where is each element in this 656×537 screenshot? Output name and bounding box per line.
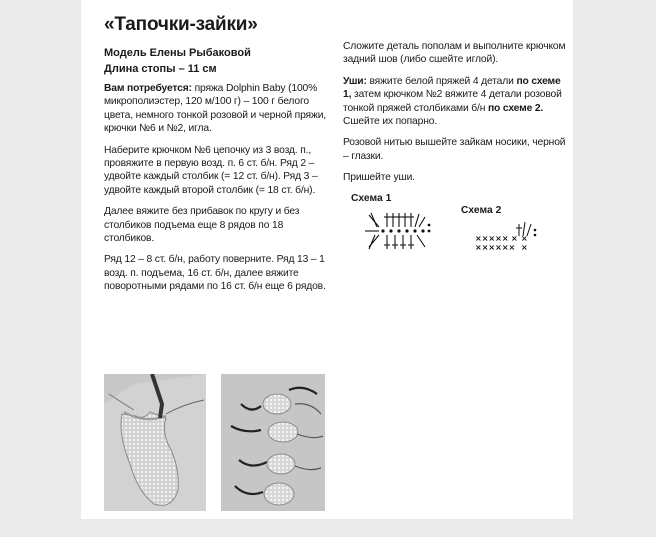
photo-slipper xyxy=(104,374,206,511)
svg-text:×: × xyxy=(511,233,518,243)
slipper-illustration xyxy=(104,374,206,511)
svg-text:×××××: ××××× xyxy=(475,233,509,243)
foot-length: Длина стопы – 11 см xyxy=(104,63,217,75)
instructions-paragraph-4: Сложите деталь пополам и выполните крючком задний шов (либо сшейте иглой). xyxy=(343,41,566,66)
instructions-paragraph-2: Далее вяжите без прибавок по кругу и без столбиков подъема еще 8 рядов по 18 столбиков. xyxy=(104,206,300,245)
instructions-paragraph-3: Ряд 12 – 8 ст. б/н, работу поверните. Ряд 13 – 1 возд. п. подъема, 16 ст. б/н, далее вяжите поворотными рядами по 16 ст. б/н еще 6 рядов. xyxy=(104,254,326,293)
scheme-2-diagram xyxy=(473,220,549,260)
ears-text-3: Сшейте их попарно. xyxy=(343,116,438,128)
instructions-paragraph-6: Пришейте уши. xyxy=(343,172,415,184)
ears-scheme-1-ref: по схеме 1, xyxy=(343,75,561,101)
ears-illustration xyxy=(221,374,325,511)
photo-ears xyxy=(221,374,325,511)
svg-text:×: × xyxy=(521,233,528,243)
right-column xyxy=(343,40,571,263)
materials-label: Вам потребуется: xyxy=(104,83,192,94)
scheme-1-diagram xyxy=(363,209,443,259)
svg-text:×: × xyxy=(521,242,528,252)
instructions-paragraph-1: Наберите крючком №6 цепочку из 3 возд. п., провяжите в первую возд. п. 6 ст. б/н. Ряд 2 – удвойте каждый столбик (= 12 ст. б/н). Ряд 3 – удвойте каждый второй столбик (= 18 ст. б/н). xyxy=(104,144,318,196)
scheme-1-label: Схема 1 xyxy=(351,192,392,204)
instructions-paragraph-5: Розовой нитью вышейте зайкам носики, черной – глазки. xyxy=(343,137,566,162)
author-line: Модель Елены Рыбаковой xyxy=(104,47,251,59)
schemes-area xyxy=(343,193,571,263)
ears-text-2: затем крючком №2 вяжите 4 детали розовой тонкой пряжей столбиками б/н xyxy=(343,89,562,114)
page-title: «Тапочки-зайки» xyxy=(104,14,258,35)
ears-text-1: вяжите белой пряжей 4 детали xyxy=(366,75,517,87)
ears-scheme-2-ref: по схеме 2. xyxy=(487,102,544,114)
scheme-2-label: Схема 2 xyxy=(461,204,502,216)
svg-text:××××××: ×××××× xyxy=(475,242,516,252)
ears-paragraph xyxy=(343,75,571,129)
materials-text: пряжа Dolphin Baby (100% микрополиэстер, 120 м/100 г) – 100 г белого цвета, немного тонкой розовой и черной пряжи, крючки №6 и №2, игла. xyxy=(104,83,327,135)
left-column xyxy=(104,14,333,302)
magazine-page xyxy=(81,0,573,519)
ears-label: Уши: xyxy=(343,75,367,87)
materials-paragraph xyxy=(104,82,333,136)
